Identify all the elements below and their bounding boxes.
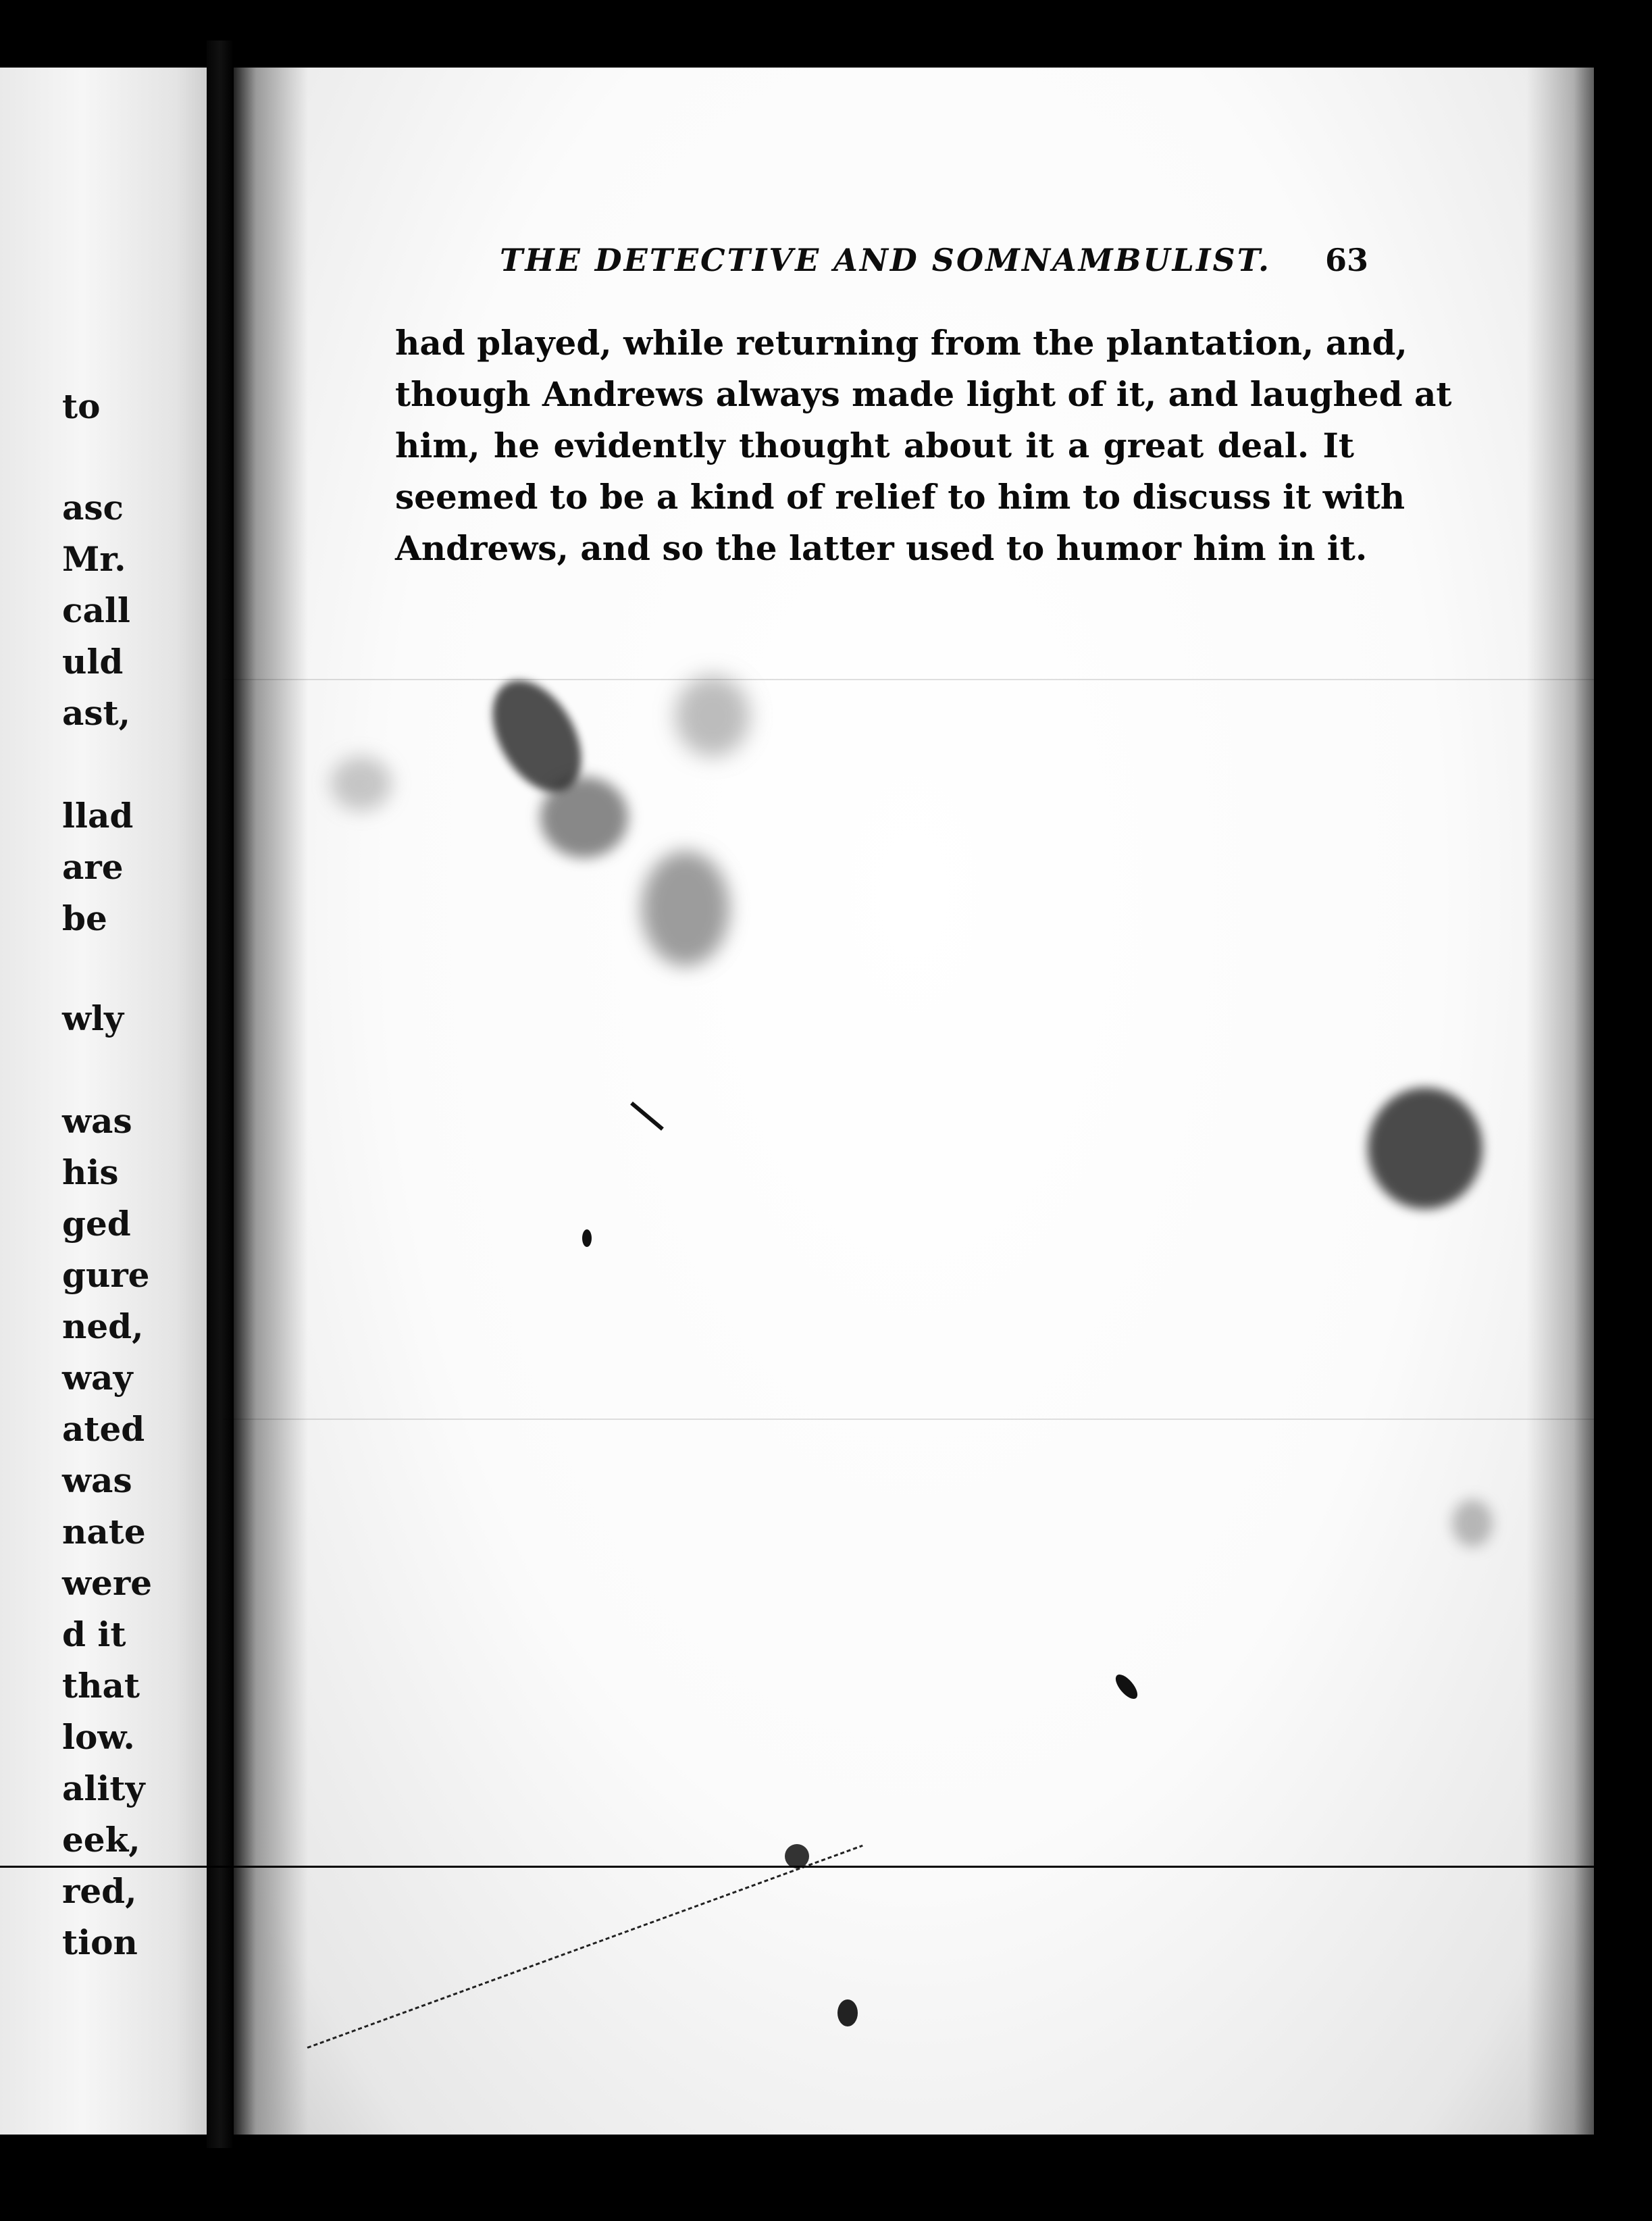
speck [582,1229,592,1247]
line-fragment: were [62,1563,153,1603]
speck [837,1999,858,2026]
line-fragment: ality [62,1768,145,1808]
line-fragment: to [62,386,101,426]
line-fragment: uld [62,642,124,682]
book-gutter [207,41,234,2148]
line-fragment: his [62,1152,119,1192]
line-fragment: way [62,1358,133,1398]
line-fragment: wly [62,998,124,1038]
gutter-shadow [234,68,308,2135]
text-line: had played, while returning from the plantation, and, [395,323,1408,363]
line-fragment: that [62,1666,140,1706]
ink-stain [540,777,628,858]
line-fragment: ated [62,1409,145,1449]
line-fragment: d it [62,1614,126,1654]
running-head: THE DETECTIVE AND SOMNAMBULIST. [500,242,1272,278]
page-number: 63 [1325,242,1369,278]
line-fragment: was [62,1101,132,1141]
line-fragment: ged [62,1204,131,1244]
ink-stain [1368,1088,1482,1209]
ink-stain [331,757,392,811]
speck [1452,1500,1493,1547]
line-fragment: tion [62,1922,138,1962]
line-fragment: are [62,847,124,887]
line-fragment: red, [62,1871,137,1911]
line-fragment: call [62,590,130,630]
scan-line [223,679,1594,680]
line-fragment: asc [62,488,124,528]
line-fragment: Mr. [62,539,126,579]
line-fragment: be [62,898,107,938]
line-fragment: eek, [62,1820,140,1860]
line-fragment: gure [62,1255,150,1295]
line-fragment: ast, [62,693,131,733]
previous-page [0,68,207,2135]
line-fragment: low. [62,1717,135,1757]
line-fragment: nate [62,1512,146,1552]
scan-line [223,1419,1594,1420]
text-line: seemed to be a kind of relief to him to discuss it with [395,477,1405,517]
text-line: him, he evidently thought about it a great deal. It [395,426,1354,465]
line-fragment: ned, [62,1306,144,1346]
previous-page-line-endings [0,68,207,2135]
line-fragment: was [62,1460,132,1500]
page-edge-shadow [1526,68,1594,2135]
text-line: Andrews, and so the latter used to humor him in it. [395,528,1368,568]
ink-stain [675,675,750,757]
scan-line [0,1866,1652,1868]
text-line: though Andrews always made light of it, and laughed at [395,374,1452,414]
line-fragment: llad [62,796,134,836]
ink-stain [642,851,729,966]
